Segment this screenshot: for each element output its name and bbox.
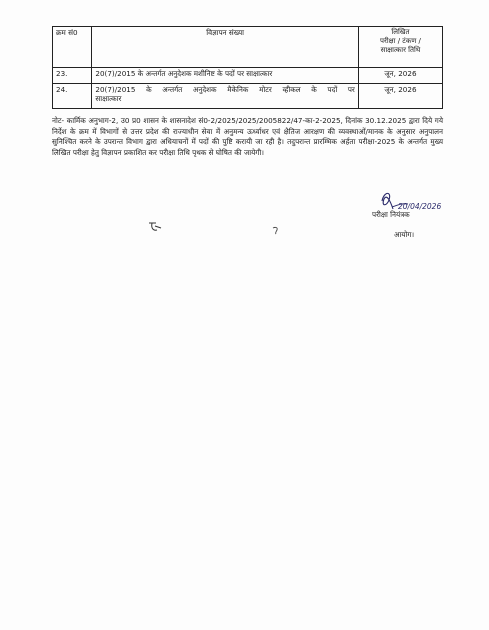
table-row [53,68,443,84]
note-paragraph: नोट- कार्मिक अनुभाग-2, उ0 प्र0 शासन के शासनादेश सं0-2/2025/2025/2005822/47-का-2-2025, दिनांक 30.12.2025 द्वारा दिये गये निर्देश के क्रम में विभागों से उत्तर प्रदेश की राज्याधीन सेवा में अनुमन्य ऊर्ध्वाधर एवं क्षैतिज आरक्षण की व्यवस्थाओं/मानक के अनुसार अनुपालन सुनिश्चित करने के उपरान्त विभाग द्वारा अधियाचनों में पदों की पुष्टि करायी जा रही है। तदुपरान्त प्रारम्भिक अर्हता परीक्षा-2025 के अन्तर्गत मुख्य लिखित परीक्षा हेतु विज्ञापन प्रकाशित कर परीक्षा तिथि पृथक से घोषित की जायेगी। [52,116,443,157]
table-row [53,84,443,109]
row-advertisement [92,84,358,109]
row-advertisement: 20(7)/2015 के अन्तर्गत अनुदेशक मशीनिष्ट के पदों पर साक्षात्कार [92,68,358,84]
row-serial: 24. [53,84,92,109]
row-advertisement-line1: 20(7)/2015 के अन्तर्गत अनुदेशक मैकेनिक मोटर व्हीकल के पदों पर [95,85,355,94]
signature-organization: आयोग। [394,230,415,239]
header-exam-date [358,27,442,68]
row-advertisement-line2: साक्षात्कार [95,94,122,103]
signature-date: 20/04/2026 [398,202,442,211]
header-advertisement: विज्ञापन संख्या [92,27,358,68]
schedule-table [52,26,443,109]
header-date-line1: लिखित [391,28,410,36]
signature-title: परीक्षा नियंत्रक [372,210,410,219]
header-date-line2: परीक्षा / टंकण / [380,36,421,45]
table-header-row [53,27,443,68]
header-serial: क्रम सं0 [53,27,92,68]
header-date-line3: साक्षात्कार तिथि [380,45,421,54]
tick-mark [271,225,281,235]
row-serial: 23. [53,68,92,84]
initials-mark [147,220,163,234]
row-date: जून, 2026 [358,84,442,109]
row-date: जून, 2026 [358,68,442,84]
